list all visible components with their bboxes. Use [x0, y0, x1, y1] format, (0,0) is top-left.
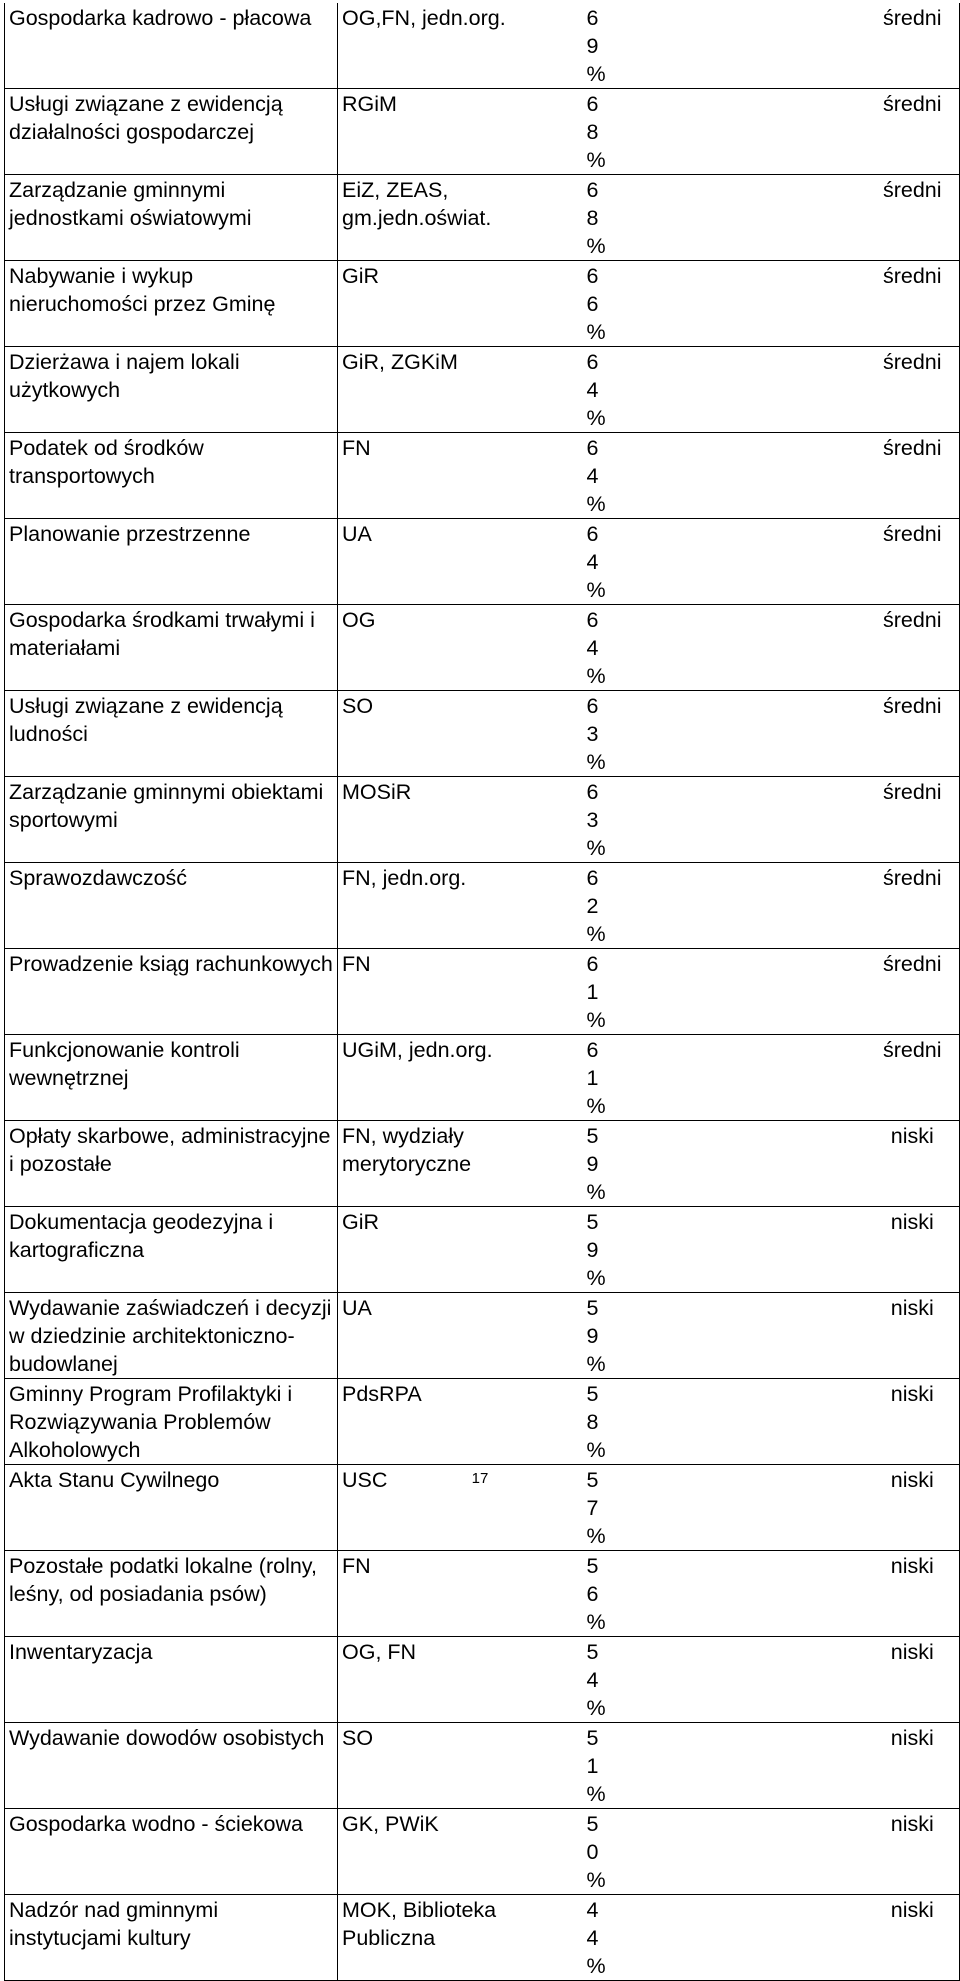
responsible-unit-cell: UA	[338, 1293, 583, 1379]
responsible-unit-cell: GiR	[338, 1207, 583, 1293]
percentage-cell: 57%	[583, 1465, 830, 1551]
page-number: 17	[471, 1470, 489, 1487]
risk-level-cell: niski	[830, 1293, 960, 1379]
risk-level-cell: niski	[830, 1379, 960, 1465]
percentage-cell: 50%	[583, 1809, 830, 1895]
responsible-unit-cell: FN	[338, 433, 583, 519]
percentage-cell: 44%	[583, 1895, 830, 1981]
service-name-cell: Akta Stanu Cywilnego	[5, 1465, 338, 1551]
percentage-cell: 64%	[583, 605, 830, 691]
percentage-cell: 51%	[583, 1723, 830, 1809]
percentage-cell: 61%	[583, 949, 830, 1035]
service-name-cell: Gospodarka wodno - ściekowa	[5, 1809, 338, 1895]
responsible-unit-cell: MOSiR	[338, 777, 583, 863]
service-name-cell: Pozostałe podatki lokalne (rolny, leśny, od posiadania psów)	[5, 1551, 338, 1637]
responsible-unit-cell: SO	[338, 691, 583, 777]
risk-level-cell: średni	[830, 89, 960, 175]
risk-level-cell: niski	[830, 1207, 960, 1293]
table-row	[5, 261, 960, 347]
responsible-unit-cell: FN	[338, 949, 583, 1035]
risk-level-cell: średni	[830, 261, 960, 347]
responsible-unit-cell: OG,FN, jedn.org.	[338, 3, 583, 89]
services-table	[4, 3, 960, 1981]
risk-level-cell: średni	[830, 519, 960, 605]
table-row	[5, 1895, 960, 1981]
table-row	[5, 1379, 960, 1465]
risk-level-cell: niski	[830, 1121, 960, 1207]
service-name-cell: Inwentaryzacja	[5, 1637, 338, 1723]
service-name-cell: Gminny Program Profilaktyki i Rozwiązywania Problemów Alkoholowych	[5, 1379, 338, 1465]
service-name-cell: Gospodarka kadrowo - płacowa	[5, 3, 338, 89]
table-row	[5, 605, 960, 691]
table-row	[5, 777, 960, 863]
responsible-unit-cell: FN, wydziały merytoryczne	[338, 1121, 583, 1207]
risk-level-cell: średni	[830, 433, 960, 519]
service-name-cell: Wydawanie dowodów osobistych	[5, 1723, 338, 1809]
percentage-cell: 68%	[583, 175, 830, 261]
responsible-unit-cell: UA	[338, 519, 583, 605]
responsible-unit-cell: PdsRPA	[338, 1379, 583, 1465]
service-name-cell: Gospodarka środkami trwałymi i materiałami	[5, 605, 338, 691]
service-name-cell: Podatek od środków transportowych	[5, 433, 338, 519]
percentage-cell: 66%	[583, 261, 830, 347]
percentage-cell: 69%	[583, 3, 830, 89]
percentage-cell: 68%	[583, 89, 830, 175]
responsible-unit-cell: OG, FN	[338, 1637, 583, 1723]
service-name-cell: Sprawozdawczość	[5, 863, 338, 949]
risk-level-cell: niski	[830, 1723, 960, 1809]
risk-level-cell: niski	[830, 1809, 960, 1895]
risk-level-cell: średni	[830, 949, 960, 1035]
risk-level-cell: średni	[830, 175, 960, 261]
percentage-cell: 64%	[583, 347, 830, 433]
risk-level-cell: średni	[830, 3, 960, 89]
percentage-cell: 63%	[583, 777, 830, 863]
risk-level-cell: niski	[830, 1895, 960, 1981]
service-name-cell: Usługi związane z ewidencją ludności	[5, 691, 338, 777]
table-row	[5, 691, 960, 777]
responsible-unit-cell: MOK, Biblioteka Publiczna	[338, 1895, 583, 1981]
table-row	[5, 949, 960, 1035]
percentage-cell: 56%	[583, 1551, 830, 1637]
table-row	[5, 1723, 960, 1809]
service-name-cell: Nadzór nad gminnymi instytucjami kultury	[5, 1895, 338, 1981]
risk-level-cell: średni	[830, 347, 960, 433]
table-row	[5, 347, 960, 433]
table-row	[5, 1637, 960, 1723]
responsible-unit-cell: UGiM, jedn.org.	[338, 1035, 583, 1121]
percentage-cell: 63%	[583, 691, 830, 777]
table-row	[5, 863, 960, 949]
responsible-unit-cell: GK, PWiK	[338, 1809, 583, 1895]
service-name-cell: Nabywanie i wykup nieruchomości przez Gminę	[5, 261, 338, 347]
service-name-cell: Usługi związane z ewidencją działalności gospodarczej	[5, 89, 338, 175]
service-name-cell: Dzierżawa i najem lokali użytkowych	[5, 347, 338, 433]
percentage-cell: 64%	[583, 519, 830, 605]
table-row	[5, 1035, 960, 1121]
table-row	[5, 433, 960, 519]
risk-level-cell: średni	[830, 863, 960, 949]
risk-level-cell: niski	[830, 1551, 960, 1637]
table-row	[5, 175, 960, 261]
service-name-cell: Zarządzanie gminnymi obiektami sportowymi	[5, 777, 338, 863]
responsible-unit-cell: USC	[338, 1465, 583, 1551]
service-name-cell: Zarządzanie gminnymi jednostkami oświatowymi	[5, 175, 338, 261]
responsible-unit-cell: RGiM	[338, 89, 583, 175]
risk-level-cell: średni	[830, 691, 960, 777]
percentage-cell: 58%	[583, 1379, 830, 1465]
responsible-unit-cell: FN	[338, 1551, 583, 1637]
table-row	[5, 89, 960, 175]
responsible-unit-cell: OG	[338, 605, 583, 691]
service-name-cell: Funkcjonowanie kontroli wewnętrznej	[5, 1035, 338, 1121]
table-row	[5, 1293, 960, 1379]
table-row	[5, 1551, 960, 1637]
percentage-cell: 59%	[583, 1121, 830, 1207]
responsible-unit-cell: GiR	[338, 261, 583, 347]
risk-level-cell: niski	[830, 1637, 960, 1723]
responsible-unit-cell: EiZ, ZEAS, gm.jedn.oświat.	[338, 175, 583, 261]
percentage-cell: 59%	[583, 1207, 830, 1293]
service-name-cell: Planowanie przestrzenne	[5, 519, 338, 605]
risk-level-cell: średni	[830, 605, 960, 691]
table-row	[5, 1809, 960, 1895]
risk-level-cell: niski	[830, 1465, 960, 1551]
percentage-cell: 61%	[583, 1035, 830, 1121]
percentage-cell: 64%	[583, 433, 830, 519]
responsible-unit-cell: GiR, ZGKiM	[338, 347, 583, 433]
responsible-unit-cell: FN, jedn.org.	[338, 863, 583, 949]
percentage-cell: 62%	[583, 863, 830, 949]
service-name-cell: Wydawanie zaświadczeń i decyzji w dziedzinie architektoniczno-budowlanej	[5, 1293, 338, 1379]
table-row	[5, 3, 960, 89]
percentage-cell: 59%	[583, 1293, 830, 1379]
risk-level-cell: średni	[830, 1035, 960, 1121]
risk-level-cell: średni	[830, 777, 960, 863]
responsible-unit-cell: SO	[338, 1723, 583, 1809]
services-table-body	[5, 3, 960, 1981]
service-name-cell: Opłaty skarbowe, administracyjne i pozostałe	[5, 1121, 338, 1207]
table-row	[5, 1121, 960, 1207]
table-row	[5, 519, 960, 605]
service-name-cell: Prowadzenie ksiąg rachunkowych	[5, 949, 338, 1035]
service-name-cell: Dokumentacja geodezyjna i kartograficzna	[5, 1207, 338, 1293]
table-row	[5, 1207, 960, 1293]
percentage-cell: 54%	[583, 1637, 830, 1723]
